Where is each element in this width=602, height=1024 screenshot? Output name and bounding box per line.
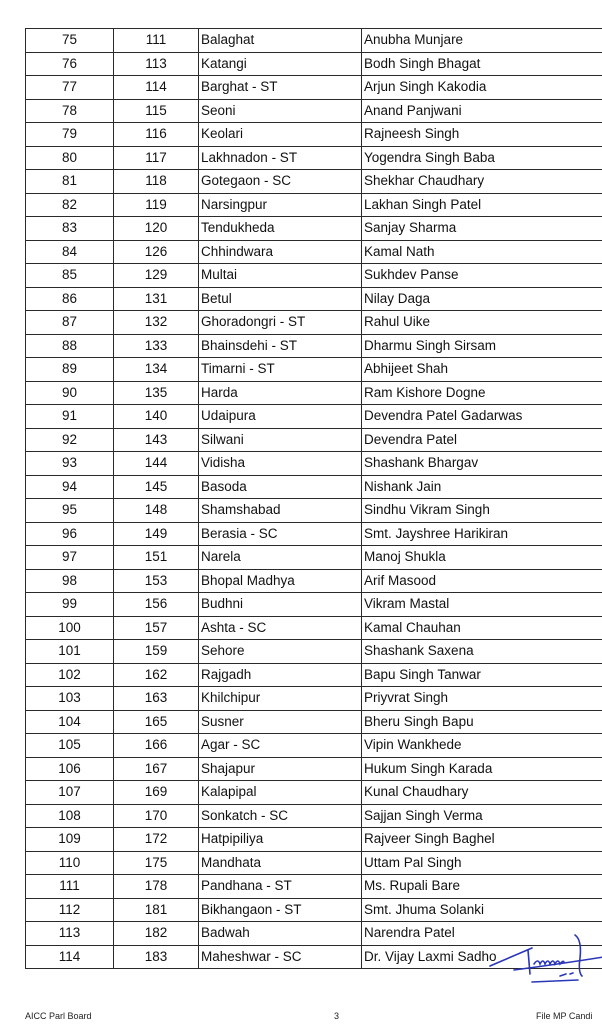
candidate-name-cell: Dharmu Singh Sirsam [362, 334, 602, 358]
candidate-name-cell: Uttam Pal Singh [362, 851, 602, 875]
constituency-number-cell: 163 [114, 687, 199, 711]
table-row [26, 616, 602, 640]
serial-number-cell: 113 [26, 922, 114, 946]
serial-number-cell: 94 [26, 475, 114, 499]
constituency-name-cell: Budhni [199, 593, 362, 617]
table-row [26, 29, 602, 53]
table-row [26, 875, 602, 899]
constituency-number-cell: 170 [114, 804, 199, 828]
candidate-name-cell: Bodh Singh Bhagat [362, 52, 602, 76]
serial-number-cell: 105 [26, 734, 114, 758]
serial-number-cell: 109 [26, 828, 114, 852]
table-row [26, 334, 602, 358]
table-row [26, 76, 602, 100]
constituency-name-cell: Silwani [199, 428, 362, 452]
candidate-name-cell: Anubha Munjare [362, 29, 602, 53]
constituency-name-cell: Bikhangaon - ST [199, 898, 362, 922]
constituency-name-cell: Shajapur [199, 757, 362, 781]
table-row [26, 170, 602, 194]
table-row [26, 452, 602, 476]
serial-number-cell: 103 [26, 687, 114, 711]
table-row [26, 475, 602, 499]
constituency-name-cell: Ashta - SC [199, 616, 362, 640]
serial-number-cell: 108 [26, 804, 114, 828]
constituency-number-cell: 111 [114, 29, 199, 53]
candidate-name-cell: Shashank Bhargav [362, 452, 602, 476]
serial-number-cell: 80 [26, 146, 114, 170]
candidate-name-cell: Yogendra Singh Baba [362, 146, 602, 170]
constituency-name-cell: Ghoradongri - ST [199, 311, 362, 335]
serial-number-cell: 104 [26, 710, 114, 734]
constituency-name-cell: Multai [199, 264, 362, 288]
constituency-number-cell: 159 [114, 640, 199, 664]
serial-number-cell: 75 [26, 29, 114, 53]
constituency-name-cell: Timarni - ST [199, 358, 362, 382]
serial-number-cell: 81 [26, 170, 114, 194]
constituency-name-cell: Narsingpur [199, 193, 362, 217]
serial-number-cell: 90 [26, 381, 114, 405]
candidate-name-cell: Sanjay Sharma [362, 217, 602, 241]
serial-number-cell: 82 [26, 193, 114, 217]
table-row [26, 146, 602, 170]
candidate-name-cell: Ram Kishore Dogne [362, 381, 602, 405]
table-row [26, 522, 602, 546]
constituency-number-cell: 167 [114, 757, 199, 781]
serial-number-cell: 88 [26, 334, 114, 358]
candidate-name-cell: Kunal Chaudhary [362, 781, 602, 805]
candidate-name-cell: Smt. Jhuma Solanki [362, 898, 602, 922]
constituency-name-cell: Mandhata [199, 851, 362, 875]
candidate-name-cell: Vikram Mastal [362, 593, 602, 617]
constituency-number-cell: 157 [114, 616, 199, 640]
constituency-number-cell: 182 [114, 922, 199, 946]
constituency-name-cell: Khilchipur [199, 687, 362, 711]
serial-number-cell: 87 [26, 311, 114, 335]
candidate-name-cell: Anand Panjwani [362, 99, 602, 123]
table-row [26, 593, 602, 617]
constituency-number-cell: 148 [114, 499, 199, 523]
candidate-name-cell: Nishank Jain [362, 475, 602, 499]
constituency-number-cell: 126 [114, 240, 199, 264]
table-row [26, 734, 602, 758]
serial-number-cell: 112 [26, 898, 114, 922]
candidate-name-cell: Priyvrat Singh [362, 687, 602, 711]
serial-number-cell: 93 [26, 452, 114, 476]
constituency-name-cell: Lakhnadon - ST [199, 146, 362, 170]
candidate-name-cell: Rahul Uike [362, 311, 602, 335]
constituency-number-cell: 119 [114, 193, 199, 217]
table-row [26, 687, 602, 711]
page-number: 3 [334, 1011, 340, 1021]
serial-number-cell: 107 [26, 781, 114, 805]
constituency-number-cell: 118 [114, 170, 199, 194]
table-row [26, 405, 602, 429]
serial-number-cell: 91 [26, 405, 114, 429]
serial-number-cell: 97 [26, 546, 114, 570]
constituency-name-cell: Betul [199, 287, 362, 311]
signature-icon [470, 930, 602, 990]
candidate-name-cell: Devendra Patel [362, 428, 602, 452]
serial-number-cell: 111 [26, 875, 114, 899]
candidate-name-cell: Narendra Patel [362, 922, 602, 946]
constituency-name-cell: Kalapipal [199, 781, 362, 805]
candidate-name-cell: Smt. Jayshree Harikiran [362, 522, 602, 546]
constituency-number-cell: 165 [114, 710, 199, 734]
constituency-number-cell: 134 [114, 358, 199, 382]
table-row [26, 757, 602, 781]
constituency-name-cell: Hatpipiliya [199, 828, 362, 852]
table-row [26, 193, 602, 217]
table-row [26, 569, 602, 593]
candidate-name-cell: Bapu Singh Tanwar [362, 663, 602, 687]
candidate-name-cell: Arjun Singh Kakodia [362, 76, 602, 100]
constituency-number-cell: 144 [114, 452, 199, 476]
table-row [26, 499, 602, 523]
constituency-number-cell: 156 [114, 593, 199, 617]
constituency-number-cell: 113 [114, 52, 199, 76]
table-row [26, 898, 602, 922]
table-row [26, 381, 602, 405]
constituency-number-cell: 181 [114, 898, 199, 922]
constituency-name-cell: Balaghat [199, 29, 362, 53]
serial-number-cell: 92 [26, 428, 114, 452]
serial-number-cell: 99 [26, 593, 114, 617]
constituency-number-cell: 115 [114, 99, 199, 123]
constituency-name-cell: Barghat - ST [199, 76, 362, 100]
table-row [26, 640, 602, 664]
constituency-name-cell: Udaipura [199, 405, 362, 429]
constituency-number-cell: 175 [114, 851, 199, 875]
candidates-table-body [26, 29, 602, 969]
constituency-name-cell: Agar - SC [199, 734, 362, 758]
candidate-name-cell: Rajneesh Singh [362, 123, 602, 147]
constituency-number-cell: 116 [114, 123, 199, 147]
constituency-number-cell: 117 [114, 146, 199, 170]
candidate-name-cell: Sukhdev Panse [362, 264, 602, 288]
constituency-number-cell: 133 [114, 334, 199, 358]
constituency-name-cell: Susner [199, 710, 362, 734]
constituency-number-cell: 166 [114, 734, 199, 758]
constituency-name-cell: Pandhana - ST [199, 875, 362, 899]
constituency-number-cell: 140 [114, 405, 199, 429]
serial-number-cell: 114 [26, 945, 114, 969]
constituency-name-cell: Seoni [199, 99, 362, 123]
serial-number-cell: 95 [26, 499, 114, 523]
serial-number-cell: 106 [26, 757, 114, 781]
table-row [26, 217, 602, 241]
serial-number-cell: 89 [26, 358, 114, 382]
table-row [26, 546, 602, 570]
constituency-number-cell: 169 [114, 781, 199, 805]
constituency-number-cell: 178 [114, 875, 199, 899]
constituency-number-cell: 151 [114, 546, 199, 570]
constituency-name-cell: Harda [199, 381, 362, 405]
candidate-name-cell: Shashank Saxena [362, 640, 602, 664]
candidate-name-cell: Devendra Patel Gadarwas [362, 405, 602, 429]
table-row [26, 804, 602, 828]
constituency-number-cell: 162 [114, 663, 199, 687]
table-row [26, 828, 602, 852]
constituency-number-cell: 172 [114, 828, 199, 852]
table-row [26, 851, 602, 875]
constituency-number-cell: 145 [114, 475, 199, 499]
constituency-number-cell: 149 [114, 522, 199, 546]
serial-number-cell: 83 [26, 217, 114, 241]
constituency-name-cell: Badwah [199, 922, 362, 946]
constituency-name-cell: Keolari [199, 123, 362, 147]
candidates-table [25, 28, 602, 969]
serial-number-cell: 79 [26, 123, 114, 147]
table-row [26, 99, 602, 123]
candidate-name-cell: Rajveer Singh Baghel [362, 828, 602, 852]
candidate-name-cell: Nilay Daga [362, 287, 602, 311]
candidate-name-cell: Dr. Vijay Laxmi Sadho [362, 945, 602, 969]
table-row [26, 264, 602, 288]
table-row [26, 358, 602, 382]
candidate-name-cell: Shekhar Chaudhary [362, 170, 602, 194]
footer-right-label: File MP Candi [536, 1011, 593, 1021]
constituency-name-cell: Bhopal Madhya [199, 569, 362, 593]
constituency-name-cell: Tendukheda [199, 217, 362, 241]
candidate-name-cell: Sindhu Vikram Singh [362, 499, 602, 523]
constituency-number-cell: 129 [114, 264, 199, 288]
candidate-name-cell: Manoj Shukla [362, 546, 602, 570]
candidate-name-cell: Hukum Singh Karada [362, 757, 602, 781]
candidate-name-cell: Kamal Chauhan [362, 616, 602, 640]
serial-number-cell: 98 [26, 569, 114, 593]
constituency-number-cell: 120 [114, 217, 199, 241]
table-row [26, 663, 602, 687]
footer-left-label: AICC Parl Board [25, 1011, 92, 1021]
constituency-name-cell: Rajgadh [199, 663, 362, 687]
table-row [26, 781, 602, 805]
constituency-number-cell: 131 [114, 287, 199, 311]
candidate-name-cell: Vipin Wankhede [362, 734, 602, 758]
constituency-name-cell: Bhainsdehi - ST [199, 334, 362, 358]
candidate-name-cell: Ms. Rupali Bare [362, 875, 602, 899]
serial-number-cell: 76 [26, 52, 114, 76]
candidate-name-cell: Sajjan Singh Verma [362, 804, 602, 828]
serial-number-cell: 101 [26, 640, 114, 664]
table-row [26, 311, 602, 335]
constituency-number-cell: 132 [114, 311, 199, 335]
serial-number-cell: 84 [26, 240, 114, 264]
candidate-name-cell: Bheru Singh Bapu [362, 710, 602, 734]
table-row [26, 710, 602, 734]
constituency-name-cell: Shamshabad [199, 499, 362, 523]
constituency-name-cell: Vidisha [199, 452, 362, 476]
serial-number-cell: 85 [26, 264, 114, 288]
serial-number-cell: 110 [26, 851, 114, 875]
constituency-name-cell: Narela [199, 546, 362, 570]
table-row [26, 52, 602, 76]
constituency-number-cell: 153 [114, 569, 199, 593]
serial-number-cell: 77 [26, 76, 114, 100]
constituency-name-cell: Sehore [199, 640, 362, 664]
constituency-name-cell: Berasia - SC [199, 522, 362, 546]
table-row [26, 123, 602, 147]
constituency-name-cell: Katangi [199, 52, 362, 76]
candidate-name-cell: Kamal Nath [362, 240, 602, 264]
table-row [26, 240, 602, 264]
serial-number-cell: 86 [26, 287, 114, 311]
constituency-number-cell: 135 [114, 381, 199, 405]
candidate-name-cell: Lakhan Singh Patel [362, 193, 602, 217]
serial-number-cell: 100 [26, 616, 114, 640]
constituency-name-cell: Sonkatch - SC [199, 804, 362, 828]
constituency-number-cell: 183 [114, 945, 199, 969]
table-row [26, 287, 602, 311]
serial-number-cell: 96 [26, 522, 114, 546]
candidate-name-cell: Abhijeet Shah [362, 358, 602, 382]
constituency-number-cell: 143 [114, 428, 199, 452]
table-row [26, 428, 602, 452]
constituency-name-cell: Gotegaon - SC [199, 170, 362, 194]
constituency-name-cell: Basoda [199, 475, 362, 499]
constituency-name-cell: Chhindwara [199, 240, 362, 264]
serial-number-cell: 78 [26, 99, 114, 123]
constituency-name-cell: Maheshwar - SC [199, 945, 362, 969]
candidate-name-cell: Arif Masood [362, 569, 602, 593]
constituency-number-cell: 114 [114, 76, 199, 100]
serial-number-cell: 102 [26, 663, 114, 687]
